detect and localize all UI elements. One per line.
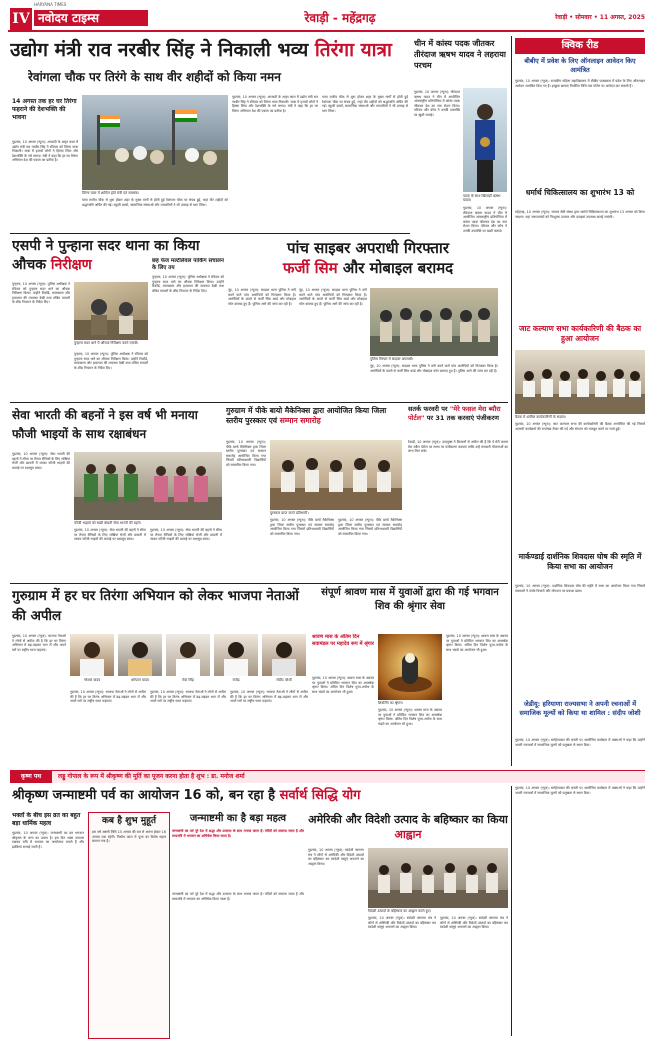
right-col-divider — [511, 36, 512, 766]
cyber-headline-line2 — [228, 258, 508, 278]
right-item3-photo-art — [515, 350, 645, 414]
person-name-3: मेवा सिंह — [182, 678, 194, 682]
bottom-box-4 — [308, 812, 508, 1037]
right-item1-head: बीबीए में प्रवेश के लिए ऑनलाइन आवेदन किए आमंत्रित — [524, 57, 636, 74]
gym-headline-a: सतर्क फरवरी पर — [408, 405, 450, 413]
mechanic-headline — [226, 406, 404, 436]
lead-side-head: 14 अगस्त तक हर घर तिरंगा फहराने की देशभक्ति की भावना — [12, 98, 77, 121]
divider-lead — [10, 233, 410, 234]
masthead — [0, 0, 650, 34]
cyber-headline-b: फर्जी सिम — [282, 259, 338, 277]
lead-body-col4: यात्रा राजीव चौक से शुरू होकर शहर के मुख्य मार्गों से होती हुई रेवांगला चौक पर संपन्न हुई, जहां वीर शहीदों को श्रद्धांजलि अर्पित की गई। स्कूली बच्चों, सामाजिक संस्थाओं और व्यापारियों ने भी उत्साह से भाग लिया। — [322, 95, 408, 113]
rakhi-caption: फौजी भाइयों को राखी बांधती सेवा भारती की बहनें। — [74, 521, 142, 525]
bottom-box4-photo-art — [368, 848, 508, 908]
right-item4-body: गुड़गांव, 10 अगस्त (न्यूज): दार्शनिक शिवदास घोष की स्मृति में सभा का आयोजन किया गया जिसमें वक्ताओं ने उनके विचारों और योगदान पर प्रकाश डाला। — [515, 584, 645, 593]
bottom-box4-body-3: गुड़गांव, 10 अगस्त (न्यूज): स्वदेशी जागरण मंच ने लोगों से अमेरिकी और विदेशी उत्पादों का बहिष्कार कर स्वदेशी वस्तुएं अपनाने का आह्वान किया। — [440, 916, 508, 930]
bottom-box4-caption: विदेशी उत्पादों के बहिष्कार का आह्वान करते हुए। — [368, 909, 431, 913]
bottom-right-divider — [511, 786, 512, 1036]
sp-caption: पुन्हाना सदर थाने में औचक निरीक्षण करते एसपी। — [74, 341, 139, 345]
shravan-side-box — [312, 634, 374, 674]
person-photo-1 — [70, 634, 114, 676]
cyber-headline-c: और मोबाइल बरामद — [337, 259, 454, 277]
bottom-strip-label: कृष्ण पथ — [10, 771, 52, 783]
person-art-3 — [166, 634, 210, 676]
shravan-caption: शिवलिंग का श्रृंगार। — [378, 701, 404, 705]
quick-read-banner: क्विक रीड — [515, 38, 645, 54]
person-photo-5 — [262, 634, 306, 676]
person-art-4 — [214, 634, 258, 676]
tiranga-headline: गुरुग्राम में हर घर तिरंगा अभियान को लेकर भाजपा नेताओं की अपील — [12, 588, 299, 624]
rakhi-photo-art — [74, 452, 222, 520]
shravan-side-head: श्रावण मास के अंतिम दिन सवामंडल पर महादेव रूप में श्रृंगार — [312, 634, 374, 647]
sp-body-left: पुन्हाना, 10 अगस्त (न्यूज): पुलिस अधीक्षक ने रविवार को पुन्हाना सदर थाने का औचक निरीक्षण किया। उन्होंने रिकॉर्ड, मालखाना और हवालात की व्यवस्था देखी तथा लंबित मामलों के शीघ्र निपटान के निर्देश दिए। — [12, 282, 70, 305]
lead-photo-caption: तिरंगा यात्रा में शामिल होते मंत्री एवं समर्थक। — [82, 191, 140, 195]
section-title: रेवाड़ी - महेंद्रगढ़ — [304, 11, 376, 25]
rakhi-photo — [74, 452, 222, 520]
bottom-box4-head: अमेरिकी और विदेशी उत्पाद के बहिष्कार का किया — [308, 813, 508, 826]
mechanic-body-2: गुड़गांव, 10 अगस्त (न्यूज): पीके बायो मैकेनिक्स द्वारा जिला स्तरीय पुरस्कार एवं सम्मान समारोह आयोजित किया गया जिसमें प्रतिभाशाली विद्यार्थियों को सम्मानित किया गया। — [270, 518, 334, 536]
right-item5-head: जेडीयू: हरियाणा राज्यसभा ने अपनी रचनाओं में समाजिक मूल्यों को किया था शामिल : संदीप जोशी — [519, 700, 641, 717]
person-art-2 — [118, 634, 162, 676]
cyber-body-1: नूंह, 10 अगस्त (न्यूज): साइबर थाना पुलिस ने ठगी करने वाले पांच आरोपियों को गिरफ्तार किया है। आरोपियों के कब्जे से फर्जी सिम कार्ड और मोबाइल फोन बरामद हुए हैं। पुलिस आगे की जांच कर रही है। — [228, 288, 296, 306]
paper-name: नवोदय टाइम्स — [34, 10, 148, 26]
page-number: IV — [10, 8, 32, 30]
right-item3-photo — [515, 350, 645, 414]
right-item1-body: गुड़गांव, 10 अगस्त (न्यूज): राजकीय महिला महाविद्यालय में बीबीए पाठ्यक्रम में प्रवेश के लिए ऑनलाइन आवेदन आमंत्रित किए गए हैं। इच्छुक छात्राएं निर्धारित तिथि तक पोर्टल पर आवेदन कर सकती हैं। — [515, 79, 645, 88]
mechanic-headline-b: सम्मान समारोह — [279, 416, 321, 425]
sp-headline-b: निरीक्षण — [50, 257, 92, 273]
bottom-box4-headline — [308, 812, 508, 842]
bottom-box-1 — [12, 812, 84, 1037]
bottom-box-2 — [88, 812, 170, 1039]
right-item3-body: गुड़गांव, 10 अगस्त (न्यूज): जाट कल्याण सभा की कार्यकारिणी की बैठक आयोजित की गई जिसमें आगामी कार्यक्रमों की रूपरेखा तैयार की गई और संगठन को मजबूत करने पर चर्चा हुई। — [515, 422, 645, 431]
divider-mid — [10, 402, 508, 403]
shravan-photo-art — [378, 634, 442, 700]
mechanic-caption: पुरस्कार प्राप्त करते प्रतिभागी। — [270, 511, 309, 515]
mechanic-headline-a: गुरुग्राम में पीके बायो मैकेनिक्स द्वारा आयोजित किया जिला स्तरीय पुरस्कार एवं — [226, 406, 387, 425]
cyber-headline — [228, 238, 508, 284]
lead-side-head-box — [12, 98, 78, 136]
bottom-box3-body-2: जन्माष्टमी का पर्व पूरे देश में श्रद्धा और उल्लास के साथ मनाया जाता है। मंदिरों को सजाया जाता है और मध्यरात्रि में भगवान का अभिषेक किया जाता है। — [172, 892, 304, 901]
lead-headline-b: तिरंगा यात्रा — [314, 39, 392, 61]
cyber-body-2: नूंह, 10 अगस्त (न्यूज): साइबर थाना पुलिस ने ठगी करने वाले पांच आरोपियों को गिरफ्तार किया है। आरोपियों के कब्जे से फर्जी सिम कार्ड और मोबाइल फोन बरामद हुए हैं। पुलिस आगे की जांच कर रही है। — [299, 288, 367, 306]
sp-headline-a: एसपी ने पुन्हाना सदर थाना का किया औचक — [12, 238, 200, 273]
tiranga-body: गुड़गांव, 10 अगस्त (न्यूज): भाजपा नेताओं ने लोगों से अपील की है कि हर घर तिरंगा अभियान में बढ़-चढ़कर भाग लें और अपने घरों पर राष्ट्रीय ध्वज फहराएं। — [12, 634, 66, 652]
cyber-photo-art — [370, 288, 498, 356]
bottom-box3-head: जन्माष्टमी का है बड़ा महत्व — [189, 813, 287, 824]
bottom-box1-body: गुड़गांव, 10 अगस्त (न्यूज): जन्माष्टमी का व्रत भगवान श्रीकृष्ण के जन्म का उत्सव है। इस दिन भक्त उपवास रखकर रात्रि में भगवान का जन्मोत्सव मनाते हैं और झांकियां सजाई जाती हैं। — [12, 831, 84, 849]
bottom-box3-body: जन्माष्टमी का पर्व पूरे देश में श्रद्धा और उल्लास के साथ मनाया जाता है। मंदिरों को सजाया जाता है और मध्यरात्रि में भगवान का अभिषेक किया जाता है। — [172, 829, 304, 838]
china-photo-art — [463, 88, 507, 192]
shravan-body: गुड़गांव, 10 अगस्त (न्यूज): श्रावण मास के अवसर पर युवाओं ने प्रतिदिन भगवान शिव का आकर्षक श्रृंगार किया। अंतिम दिन विशेष पूजा-अर्चना के साथ भंडारे का आयोजन भी हुआ। — [312, 676, 374, 694]
right-item3-head: जाट कल्याण सभा कार्यकारिणी की बैठक का हुआ आयोजन — [518, 324, 642, 343]
tiranga-body-2: गुड़गांव, 10 अगस्त (न्यूज): भाजपा नेताओं ने लोगों से अपील की है कि हर घर तिरंगा अभियान में बढ़-चढ़कर भाग लें और अपने घरों पर राष्ट्रीय ध्वज फहराएं। — [70, 690, 146, 704]
right-item4-head: मार्कण्डाई दार्शनिक शिवदास घोष की स्मृति में किया सभा का आयोजन — [518, 552, 642, 571]
rakhi-headline: सेवा भारती की बहनों ने इस वर्ष भी मनाया फौजी भाइयों के साथ रक्षाबंधन — [12, 408, 198, 441]
china-caption: पदक के साथ खिलाड़ी ऋषभ यादव। — [463, 194, 501, 203]
person-photo-4 — [214, 634, 258, 676]
bottom-headline-b: सर्वार्थ सिद्धि योग — [279, 788, 361, 803]
china-photo — [463, 88, 507, 192]
gym-headline-c: पर 31 तक करवाएं पंजीकरण — [424, 413, 499, 422]
china-body: गुड़गांव, 10 अगस्त (न्यूज): तीरंदाज ऋषभ यादव ने चीन में आयोजित अंतरराष्ट्रीय प्रतियोगिता में कांस्य पदक जीतकर देश का नाम रोशन किया। परिवार और कोच ने उनकी उपलब्धि पर खुशी जताई। — [414, 90, 460, 117]
sp-side-head: छह फेज मल्टीलेवल पार्किंग संचालन के लिए तय — [152, 258, 224, 271]
bottom-strip-text: लड्डू गोपाल के रूप में श्रीकृष्ण की मूर्ति का पूजन करना होता है शुभ : डा. मनोज शर्मा — [58, 773, 245, 780]
shravan-headline: संपूर्ण श्रावण मास में युवाओं द्वारा की गई भगवान शिव की श्रृंगार सेवा — [321, 587, 499, 612]
sp-body-mid: पुन्हाना, 10 अगस्त (न्यूज): पुलिस अधीक्षक ने रविवार को पुन्हाना सदर थाने का औचक निरीक्षण किया। उन्होंने रिकॉर्ड, मालखाना और हवालात की व्यवस्था देखी तथा लंबित मामलों के शीघ्र निपटान के निर्देश दिए। — [74, 352, 148, 370]
bottom-box4-body-2: गुड़गांव, 10 अगस्त (न्यूज): स्वदेशी जागरण मंच ने लोगों से अमेरिकी और विदेशी उत्पादों का बहिष्कार कर स्वदेशी वस्तुएं अपनाने का आह्वान किया। — [368, 916, 436, 930]
gym-body: रेवाड़ी, 10 अगस्त (न्यूज): उपायुक्त ने किसानों से अपील की है कि वे मेरी फसल मेरा ब्यौरा पोर्टल पर समय पर पंजीकरण करवाएं ताकि उन्हें सरकारी योजनाओं का लाभ मिल सके। — [408, 440, 508, 454]
bottom-box2-head: कब है शुभ मुहूर्त — [102, 816, 156, 826]
cyber-headline-a: पांच साइबर अपराधी गिरफ्तार — [287, 239, 449, 257]
right-item2-head: धर्मार्थ चिकित्सालय का शुभारंभ 13 को — [525, 188, 635, 197]
gym-headline — [408, 405, 508, 439]
lead-body-1: गुड़गांव, 10 अगस्त (न्यूज): आजादी के अमृत काल में उद्योग मंत्री राव नरबीर सिंह ने रविवार को तिरंगा यात्रा निकाली। यात्रा में हजारों लोगों ने हिस्सा लिया और देशभक्ति के नारे लगाए। मंत्री ने कहा कि हर घर तिरंगा अभियान देश की एकता का प्रतीक है। — [12, 140, 78, 163]
person-photo-2 — [118, 634, 162, 676]
bottom-headline — [12, 786, 508, 808]
bottom-box-3 — [172, 812, 304, 1037]
mechanic-photo-1 — [270, 440, 402, 510]
sp-side-body: पुन्हाना, 10 अगस्त (न्यूज): पुलिस अधीक्षक ने रविवार को पुन्हाना सदर थाने का औचक निरीक्षण किया। उन्होंने रिकॉर्ड, मालखाना और हवालात की व्यवस्था देखी तथा लंबित मामलों के शीघ्र निपटान के निर्देश दिए। — [152, 275, 224, 293]
cyber-photo — [370, 288, 498, 356]
right-item2-body: महेंद्रगढ़, 10 अगस्त (न्यूज): समाज सेवी संस्था द्वारा धर्मार्थ चिकित्सालय का शुभारंभ 13 अगस्त को किया जाएगा। यहां जरूरतमंदों को निःशुल्क उपचार और दवाइयां उपलब्ध कराई जाएंगी। — [515, 210, 645, 219]
mechanic-body: गुड़गांव, 10 अगस्त (न्यूज): पीके बायो मैकेनिक्स द्वारा जिला स्तरीय पुरस्कार एवं सम्मान समारोह आयोजित किया गया जिसमें प्रतिभाशाली विद्यार्थियों को सम्मानित किया गया। — [226, 440, 266, 467]
shravan-photo — [378, 634, 442, 700]
bottom-box4-photo — [368, 848, 508, 908]
person-name-4: राजेंद्र — [232, 678, 240, 682]
bottom-box2-body: इस वर्ष अष्टमी तिथि 15 अगस्त की रात से आरंभ होकर 16 अगस्त तक रहेगी। निशीथ काल में पूजा का विशेष महत्व बताया गया है। — [92, 830, 166, 844]
lead-body-2: यात्रा राजीव चौक से शुरू होकर शहर के मुख्य मार्गों से होती हुई रेवांगला चौक पर संपन्न हुई, जहां वीर शहीदों को श्रद्धांजलि अर्पित की गई। स्कूली बच्चों, सामाजिक संस्थाओं और व्यापारियों ने भी उत्साह से भाग लिया। — [82, 198, 228, 207]
dateline: रेवाड़ी • सोमवार • 11 अगस्त, 2025 — [555, 14, 645, 21]
bottom-headline-a: श्रीकृष्ण जन्माष्टमी पर्व का आयोजन 16 को, बन रहा है — [12, 788, 280, 803]
shravan-body-2: गुड़गांव, 10 अगस्त (न्यूज): श्रावण मास के अवसर पर युवाओं ने प्रतिदिन भगवान शिव का आकर्षक श्रृंगार किया। अंतिम दिन विशेष पूजा-अर्चना के साथ भंडारे का आयोजन भी हुआ। — [378, 708, 442, 726]
tiranga-people — [70, 634, 308, 684]
masthead-rule — [8, 30, 644, 32]
divider-row3 — [10, 583, 508, 584]
person-art-1 — [70, 634, 114, 676]
person-name-1: नरेश्वर यादव — [83, 678, 101, 682]
rakhi-body: गुड़गांव, 10 अगस्त (न्यूज): सेवा भारती की बहनों ने सीमा पर तैनात सैनिकों के लिए राखियां भेजीं और छावनी में जाकर फौजी भाइयों की कलाई पर रक्षासूत्र बांधा। — [12, 452, 70, 470]
small-tag: HARYANA TIMES — [34, 2, 67, 7]
sp-side-box — [152, 258, 224, 400]
cyber-body-3: नूंह, 10 अगस्त (न्यूज): साइबर थाना पुलिस ने ठगी करने वाले पांच आरोपियों को गिरफ्तार किया है। आरोपियों के कब्जे से फर्जी सिम कार्ड और मोबाइल फोन बरामद हुए हैं। पुलिस आगे की जांच कर रही है। — [370, 364, 498, 373]
lead-headline-a: उद्योग मंत्री राव नरबीर सिंह ने निकाली भव्य — [10, 39, 315, 61]
mechanic-photo-art — [270, 440, 402, 510]
cyber-caption: पुलिस गिरफ्त में साइबर अपराधी। — [370, 357, 414, 361]
shravan-body-3: गुड़गांव, 10 अगस्त (न्यूज): श्रावण मास के अवसर पर युवाओं ने प्रतिदिन भगवान शिव का आकर्षक श्रृंगार किया। अंतिम दिन विशेष पूजा-अर्चना के साथ भंडारे का आयोजन भी हुआ। — [446, 634, 508, 652]
right-item3-caption: बैठक में शामिल कार्यकारिणी के सदस्य। — [515, 415, 566, 419]
bottom-box4-body: गुड़गांव, 10 अगस्त (न्यूज): स्वदेशी जागरण मंच ने लोगों से अमेरिकी और विदेशी उत्पादों का बहिष्कार कर स्वदेशी वस्तुएं अपनाने का आह्वान किया। — [308, 848, 364, 866]
bottom-strip — [10, 770, 645, 783]
lead-photo-art — [82, 95, 228, 190]
person-name-2: धर्मपाल यादव — [131, 678, 149, 682]
rakhi-body-2: गुड़गांव, 10 अगस्त (न्यूज): सेवा भारती की बहनों ने सीमा पर तैनात सैनिकों के लिए राखियां भेजीं और छावनी में जाकर फौजी भाइयों की कलाई पर रक्षासूत्र बांधा। — [74, 528, 146, 542]
person-name-5: संदीप जोशी — [276, 678, 292, 682]
sp-photo-art — [74, 282, 148, 340]
china-body-2: गुड़गांव, 10 अगस्त (न्यूज): तीरंदाज ऋषभ यादव ने चीन में आयोजित अंतरराष्ट्रीय प्रतियोगिता में कांस्य पदक जीतकर देश का नाम रोशन किया। परिवार और कोच ने उनकी उपलब्धि पर खुशी जताई। — [463, 206, 507, 232]
lead-photo — [82, 95, 228, 190]
tiranga-body-4: गुड़गांव, 10 अगस्त (न्यूज): भाजपा नेताओं ने लोगों से अपील की है कि हर घर तिरंगा अभियान में बढ़-चढ़कर भाग लें और अपने घरों पर राष्ट्रीय ध्वज फहराएं। — [230, 690, 308, 704]
mechanic-body-3: गुड़गांव, 10 अगस्त (न्यूज): पीके बायो मैकेनिक्स द्वारा जिला स्तरीय पुरस्कार एवं सम्मान समारोह आयोजित किया गया जिसमें प्रतिभाशाली विद्यार्थियों को सम्मानित किया गया। — [338, 518, 402, 536]
bottom-box1-head: भक्तों के बीच इस व्रत का बहुत बड़ा धार्मिक महत्व — [12, 812, 81, 827]
sp-photo — [74, 282, 148, 340]
bottom-right-body: गुड़गांव, 10 अगस्त (न्यूज): साहित्यकार की जयंती पर आयोजित कार्यक्रम में वक्ताओं ने कहा कि उन्होंने अपनी रचनाओं में सामाजिक मूल्यों को प्रमुखता से स्थान दिया। — [515, 786, 645, 795]
lead-subhead: रेवांगला चौक पर तिरंगे के साथ वीर शहीदों को किया नमन — [28, 70, 281, 84]
tiranga-body-3: गुड़गांव, 10 अगस्त (न्यूज): भाजपा नेताओं ने लोगों से अपील की है कि हर घर तिरंगा अभियान में बढ़-चढ़कर भाग लें और अपने घरों पर राष्ट्रीय ध्वज फहराएं। — [150, 690, 226, 704]
china-headline: चीन में कांस्य पदक जीतकर तीरंदाज ऋषभ यादव ने लहराया परचम — [414, 39, 506, 70]
right-item5-body: गुड़गांव, 10 अगस्त (न्यूज): साहित्यकार की जयंती पर आयोजित कार्यक्रम में वक्ताओं ने कहा कि उन्होंने अपनी रचनाओं में सामाजिक मूल्यों को प्रमुखता से स्थान दिया। — [515, 738, 645, 747]
person-photo-3 — [166, 634, 210, 676]
person-art-5 — [262, 634, 306, 676]
lead-body-col3: गुड़गांव, 10 अगस्त (न्यूज): आजादी के अमृत काल में उद्योग मंत्री राव नरबीर सिंह ने रविवार को तिरंगा यात्रा निकाली। यात्रा में हजारों लोगों ने हिस्सा लिया और देशभक्ति के नारे लगाए। मंत्री ने कहा कि हर घर तिरंगा अभियान देश की एकता का प्रतीक है। — [232, 95, 318, 113]
bottom-box4-head-b: आह्वान — [394, 828, 422, 841]
rakhi-body-3: गुड़गांव, 10 अगस्त (न्यूज): सेवा भारती की बहनों ने सीमा पर तैनात सैनिकों के लिए राखियां भेजीं और छावनी में जाकर फौजी भाइयों की कलाई पर रक्षासूत्र बांधा। — [150, 528, 222, 542]
gym-headline-b: "मेरे फसल मेरा ब्यौरा पोर्टल" — [408, 405, 501, 422]
